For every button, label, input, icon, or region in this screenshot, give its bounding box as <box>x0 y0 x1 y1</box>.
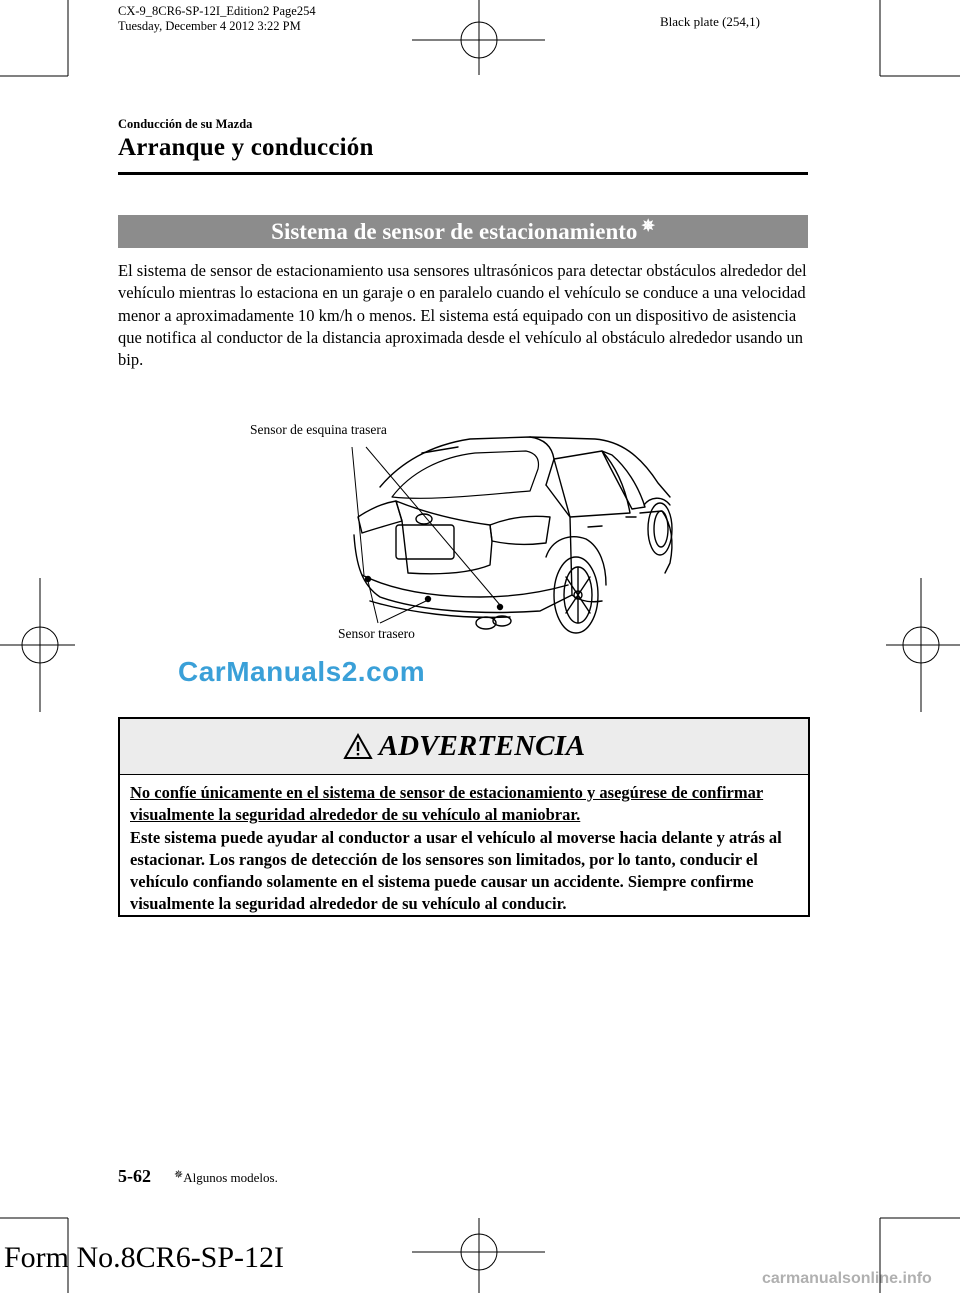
section-heading-bar <box>118 215 808 248</box>
warning-box <box>118 717 810 917</box>
section-label: Conducción de su Mazda <box>118 117 253 131</box>
vehicle-illustration <box>340 425 680 640</box>
site-watermark: carmanualsonline.info <box>762 1270 932 1287</box>
chapter-title: Arranque y conducción <box>118 134 374 161</box>
warning-text: Este sistema puede ayudar al conductor a usar el vehículo al moverse hacia delante y atrás al estacionar. Los rangos de detección de los sensores son limitados, por lo tanto, conducir el vehículo confiando solamente en el sistema puede causar un accidente. Siempre confirme visualmente la seguridad alrededor de su vehículo al conducir. <box>130 827 782 914</box>
print-header-file: CX-9_8CR6-SP-12I_Edition2 Page254 <box>118 4 316 18</box>
asterisk-icon: ✵ <box>641 217 655 235</box>
section-heading: Sistema de sensor de estacionamiento <box>271 218 638 244</box>
print-header-date: Tuesday, December 4 2012 3:22 PM <box>118 19 301 33</box>
warning-heading: ADVERTENCIA <box>378 730 586 762</box>
asterisk-icon: ✵ <box>174 1169 184 1181</box>
warning-body <box>120 775 808 916</box>
intro-paragraph: El sistema de sensor de estacionamiento usa sensores ultrasónicos para detectar obstáculos alrededor del vehículo mientras lo estaciona en un garaje o en paralelo cuando el vehículo se conduce a una velocidad menor a aproximadamente 10 km/h o menos. El sistema está equipado con un dispositivo de asistencia que notifica al conductor de la distancia aproximada desde el vehículo al obstáculo alrededor usando un bip. <box>118 261 807 370</box>
label-rear-sensor: Sensor trasero <box>338 626 415 641</box>
watermark-logo: CarManuals2.com <box>178 656 426 687</box>
form-number: Form No.8CR6-SP-12I <box>4 1241 285 1274</box>
footnote <box>174 1170 278 1186</box>
footnote-text: Algunos modelos. <box>183 1170 278 1185</box>
warning-lead: No confíe únicamente en el sistema de sensor de estacionamiento y asegúrese de confirmar visualmente la seguridad alrededor de su vehículo al maniobrar. <box>130 783 764 825</box>
label-corner-sensor: Sensor de esquina trasera <box>250 422 387 437</box>
warning-triangle-icon <box>343 733 373 760</box>
title-rule <box>118 172 808 175</box>
page-number: 5-62 <box>118 1166 151 1186</box>
warning-header <box>120 719 808 775</box>
black-plate-label: Black plate (254,1) <box>660 14 760 29</box>
print-header <box>118 4 316 34</box>
